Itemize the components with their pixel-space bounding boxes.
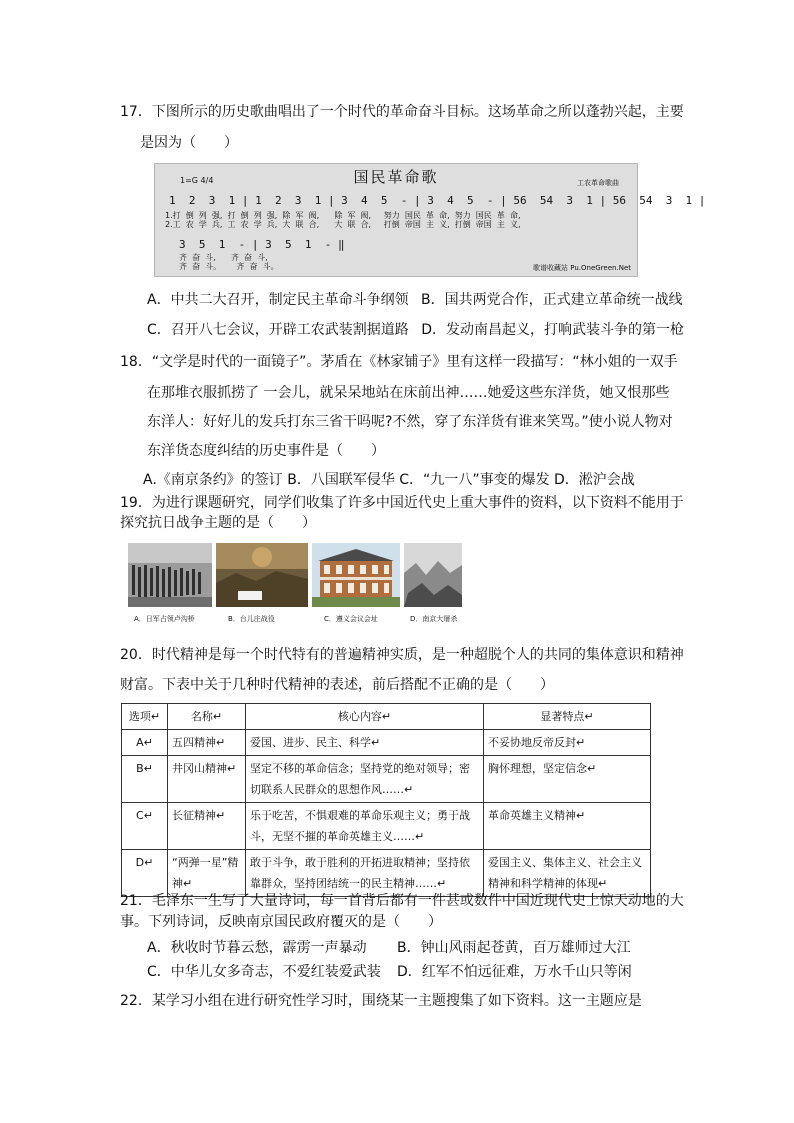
score-key: 1=G 4/4 (180, 176, 214, 185)
q17-stem: 17．下图所示的历史歌曲唱出了一个时代的革命奋斗目标。这场革命之所以蓬勃兴起，主要 (120, 104, 684, 120)
score-lyrics-2b: 齐 奋 斗。 齐 奋 斗。 (179, 262, 279, 271)
q18-stem-2: 在那堆衣服抓捞了 一会儿，就呆呆地站在床前出神……她爱这些东洋货，她又恨那些 (147, 385, 670, 401)
table-cell: 五四精神↵ (168, 730, 246, 756)
spirit-table (121, 703, 651, 897)
q21-option-a: A．秋收时节暮云愁，霹雳一声暴动 (147, 940, 367, 956)
q17-option-c: C．召开八七会议，开辟工农武装割据道路 (147, 322, 409, 338)
score-lyrics-1a: 1.打 倒 列 强, 打 倒 列 强, 除 军 阀, 除 军 阀, 努力 国民 革 命, 努力 国民 革 命, (165, 211, 521, 220)
q17-options-row1 (147, 290, 683, 310)
table-row (122, 803, 651, 850)
table-cell: 长征精神↵ (168, 803, 246, 850)
table-cell: 革命英雄主义精神↵ (484, 803, 651, 850)
table-cell: 胸怀理想，坚定信念↵ (484, 756, 651, 803)
score-watermark: 歌谱收藏站 Pu.OneGreen.Net (533, 264, 631, 272)
q17-stem-cont: 是因为（ ） (140, 135, 238, 151)
q21-options-row1 (147, 938, 631, 958)
score-lyrics-2a: 齐 奋 斗, 齐 奋 斗, (179, 253, 268, 262)
q21-stem-2: 事。下列诗词，反映南京国民政府覆灭的是（ ） (120, 914, 442, 930)
q19-stem-2: 探究抗日战争主题的是（ ） (120, 515, 316, 531)
q21-stem: 21．毛泽东一生写了大量诗词，每一首背后都有一件甚或数件中国近现代史上惊天动地的大 (120, 893, 684, 909)
q21-options-row2 (147, 962, 632, 982)
table-cell: 乐于吃苦，不惧艰难的革命乐观主义；勇于战斗，无坚不摧的革命英雄主义……↵ (246, 803, 484, 850)
photo-caption-b: B．台儿庄战役 (228, 615, 275, 623)
q17-option-d: D．发动南昌起义，打响武装斗争的第一枪 (421, 322, 685, 338)
q18-options: A.《南京条约》的签订 B．八国联军侵华 C．“九一八”事变的爆发 D．淞沪会战 (143, 472, 635, 488)
table-cell: “两弹一星”精神↵ (168, 850, 246, 897)
photo-caption-d: D．南京大屠杀 (410, 615, 458, 623)
q21-option-d: D．红军不怕远征难，万水千山只等闲 (397, 964, 632, 980)
q18-stem-3: 东洋人：好好儿的发兵打东三省干吗呢?不然，穿了东洋货有谁来笑骂。”使小说人物对 (147, 414, 673, 430)
photo-caption-c: C．遵义会议会址 (324, 615, 378, 623)
q17-option-b: B．国共两党合作，正式建立革命统一战线 (421, 292, 683, 308)
score-title: 国民革命歌 (353, 168, 439, 186)
photo-nanjing-massacre (404, 543, 462, 607)
q20-stem-2: 财富。下表中关于几种时代精神的表述，前后搭配不正确的是（ ） (120, 677, 554, 693)
table-cell: 爱国、进步、民主、科学↵ (246, 730, 484, 756)
photo-taierzhuang-battle (216, 543, 308, 607)
photo-zunyi-meeting-site (312, 543, 400, 607)
q21-option-b: B．钟山风雨起苍黄，百万雄师过大江 (397, 940, 631, 956)
q22-stem: 22．某学习小组在进行研究性学习时，围绕某一主题搜集了如下资料。这一主题应是 (120, 993, 642, 1009)
table-cell: D↵ (122, 850, 168, 897)
table-header-row (122, 704, 651, 730)
table-row (122, 756, 651, 803)
table-cell: 敢于斗争，敢于胜利的开拓进取精神；坚持依靠群众，坚持团结统一的民主精神……↵ (246, 850, 484, 897)
photo-caption-a: A．日军占领卢沟桥 (134, 615, 195, 623)
table-cell: 不妥协地反帝反封↵ (484, 730, 651, 756)
table-cell: 井冈山精神↵ (168, 756, 246, 803)
table-row (122, 850, 651, 897)
q17-options-row2 (147, 320, 684, 340)
table-header: 选项↵ (122, 704, 168, 730)
table-header: 名称↵ (168, 704, 246, 730)
score-lyrics-1b: 2.工 农 学 兵, 工 农 学 兵, 大 联 合, 大 联 合, 打倒 帝国 主 义, 打倒 帝国 主 义, (165, 220, 521, 229)
score-source: 工农革命歌曲 (577, 179, 619, 187)
q18-stem: 18．“文学是时代的一面镜子”。茅盾在《林家铺子》里有这样一段描写：“林小姐的一双手 (120, 354, 678, 370)
table-cell: 坚定不移的革命信念；坚持党的绝对领导；密切联系人民群众的思想作风……↵ (246, 756, 484, 803)
q17-option-a: A．中共二大召开，制定民主革命斗争纲领 (147, 292, 409, 308)
table-cell: C↵ (122, 803, 168, 850)
table-cell: A↵ (122, 730, 168, 756)
table-header: 显著特点↵ (484, 704, 651, 730)
table-row (122, 730, 651, 756)
table-cell: 爱国主义、集体主义、社会主义精神和科学精神的体现↵ (484, 850, 651, 897)
score-notes-1: 1 2 3 1 | 1 2 3 1 | 3 4 5 - | 3 4 5 - | 56 54 3 1 | 56 54 3 1 | (169, 194, 706, 207)
q21-option-c: C．中华儿女多奇志，不爱红装爱武装 (147, 964, 381, 980)
q19-stem: 19．为进行课题研究，同学们收集了许多中国近代史上重大事件的资料，以下资料不能用于 (120, 495, 684, 511)
song-score-image (154, 163, 706, 277)
photo-marco-polo-bridge (128, 543, 212, 607)
q18-stem-4: 东洋货态度纠结的历史事件是（ ） (147, 443, 385, 459)
table-header: 核心内容↵ (246, 704, 484, 730)
score-notes-2: 3 5 1 - | 3 5 1 - ‖ (179, 238, 345, 251)
table-cell: B↵ (122, 756, 168, 803)
q20-stem: 20．时代精神是每一个时代特有的普遍精神实质，是一种超脱个人的共同的集体意识和精神 (120, 647, 684, 663)
